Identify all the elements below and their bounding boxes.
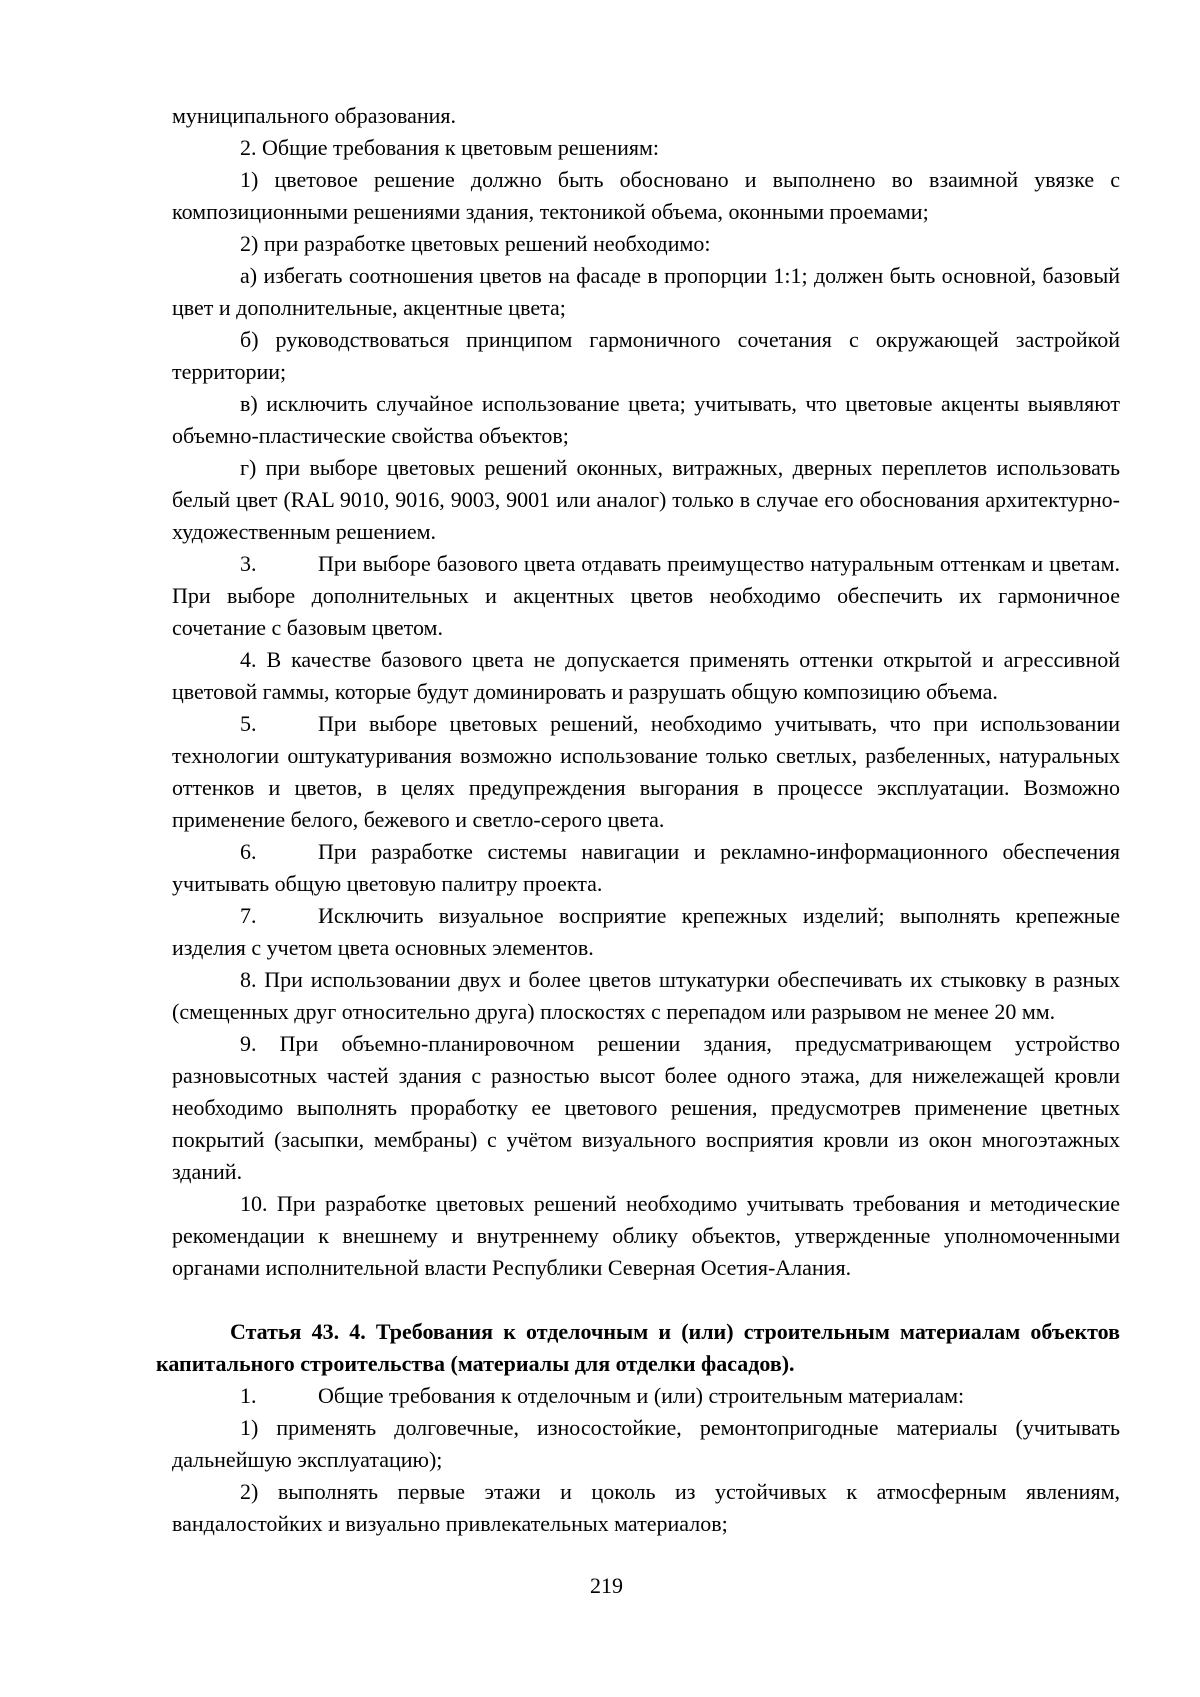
paragraph-text: Исключить визуальное восприятие крепежных изделий; выполнять крепежные изделия с учетом цвета основных элементов. [172,903,1120,960]
paragraph-number: 1. [240,1383,257,1408]
paragraph-section-4: 4. В качестве базового цвета не допускается применять оттенки открытой и агрессивной цветовой гаммы, которые будут доминировать и разрушать общую композицию объема. [172,647,1120,704]
paragraph-item-2: 2) при разработке цветовых решений необходимо: [240,231,711,256]
paragraph-text: Общие требования к отделочным и (или) строительным материалам: [318,1383,965,1408]
paragraph-section-9: 9. При объемно-планировочном решении здания, предусматривающем устройство разновысотных частей здания с разностью высот более одного этажа, для нижележащей кровли необходимо выполнять проработку ее цветового решения, предусмотрев применение цветных покрытий (засыпки, мембраны) с учётом визуального восприятия кровли из окон многоэтажных зданий. [172,1031,1120,1184]
paragraph-section-3 [172,548,1120,644]
paragraph-item-b: б) руководствоваться принципом гармоничного сочетания с окружающей застройкой территории; [172,327,1120,384]
paragraph-section-6 [172,836,1120,900]
paragraph-section-8: 8. При использовании двух и более цветов штукатурки обеспечивать их стыковку в разных (смещенных друг относительно друга) плоскостях с перепадом или разрывом не менее 20 мм. [172,967,1120,1024]
paragraph-item-v: в) исключить случайное использование цвета; учитывать, что цветовые акценты выявляют объемно-пластические свойства объектов; [172,391,1120,448]
article-heading: Статья 43. 4. Требования к отделочным и (или) строительным материалам объектов капитального строительства (материалы для отделки фасадов). [156,1319,1120,1376]
paragraph-materials-item-2: 2) выполнять первые этажи и цоколь из устойчивых к атмосферным явлениям, вандалостойких и визуально привлекательных материалов; [172,1479,1120,1536]
paragraph-item-g: г) при выборе цветовых решений оконных, витражных, дверных переплетов использовать белый цвет (RAL 9010, 9016, 9003, 9001 или аналог) только в случае его обоснования архитектурно-художественным решением. [172,455,1120,544]
paragraph-number: 6. [240,839,257,864]
paragraph-continuation: муниципального образования. [172,103,457,128]
paragraph-item-1: 1) цветовое решение должно быть обосновано и выполнено во взаимной увязке с композиционными решениями здания, тектоникой объема, оконными проемами; [172,167,1120,224]
paragraph-item-a: а) избегать соотношения цветов на фасаде в пропорции 1:1; должен быть основной, базовый цвет и дополнительные, акцентные цвета; [172,263,1120,320]
paragraph-number: 7. [240,903,257,928]
page-number: 219 [590,1573,623,1598]
paragraph-section-7 [172,900,1120,964]
paragraph-section-10: 10. При разработке цветовых решений необходимо учитывать требования и методические рекомендации к внешнему и внутреннему облику объектов, утвержденные уполномоченными органами исполнительной власти Республики Северная Осетия-Алания. [172,1191,1120,1280]
paragraph-text: При выборе базового цвета отдавать преимущество натуральным оттенкам и цветам. При выборе дополнительных и акцентных цветов необходимо обеспечить их гармоничное сочетание с базовым цветом. [172,551,1120,640]
document-page [156,100,1120,1540]
paragraph-section-5 [172,708,1120,836]
paragraph-number: 3. [240,551,257,576]
paragraph-text: При разработке системы навигации и рекламно-информационного обеспечения учитывать общую цветовую палитру проекта. [172,839,1120,896]
paragraph-text: При выборе цветовых решений, необходимо учитывать, что при использовании технологии оштукатуривания возможно использование только светлых, разбеленных, натуральных оттенков и цветов, в целях предупреждения выгорания в процессе эксплуатации. Возможно применение белого, бежевого и светло-серого цвета. [172,711,1120,832]
paragraph-materials-item-1: 1) применять долговечные, износостойкие, ремонтопригодные материалы (учитывать дальнейшую эксплуатацию); [172,1415,1120,1472]
paragraph-section-2: 2. Общие требования к цветовым решениям: [240,135,659,160]
paragraph-materials-1 [172,1380,1120,1412]
paragraph-number: 5. [240,711,257,736]
